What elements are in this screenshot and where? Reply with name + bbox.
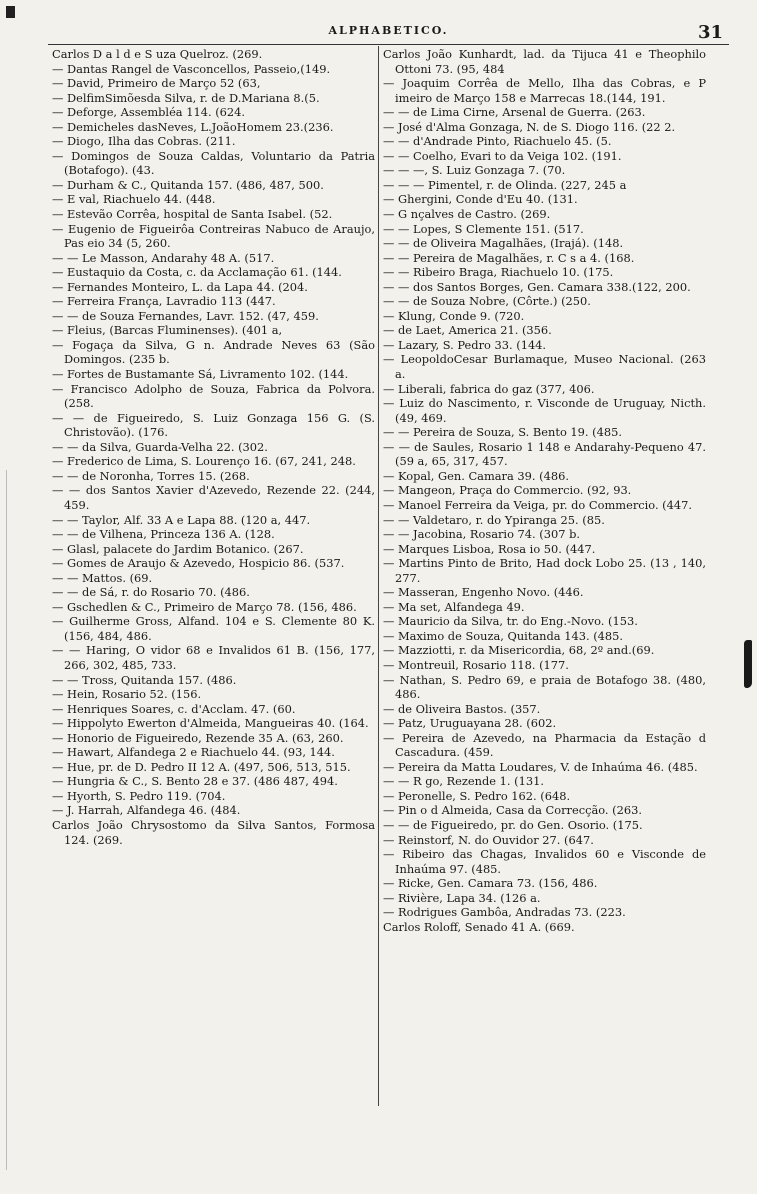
directory-entry: — Gomes de Araujo & Azevedo, Hospicio 86. (537. bbox=[52, 556, 345, 571]
directory-entry: — de Oliveira Bastos. (357. bbox=[383, 701, 541, 716]
header-rule bbox=[48, 44, 729, 45]
directory-entry: — — Tross, Quitanda 157. (486. bbox=[52, 672, 237, 687]
directory-entry: — — de Souza Fernandes, Lavr. 152. (47, 459. bbox=[52, 308, 319, 323]
directory-entry: — Ma set, Alfandega 49. bbox=[383, 599, 525, 614]
directory-entry: — Nathan, S. Pedro 69, e praia de Botafogo 38. (480, 486. bbox=[383, 672, 706, 702]
directory-entry: — Hungria & C., S. Bento 28 e 37. (486 487, 494. bbox=[52, 774, 338, 789]
directory-entry: — Reinstorf, N. do Ouvidor 27. (647. bbox=[383, 832, 594, 847]
directory-entry: — Peronelle, S. Pedro 162. (648. bbox=[383, 788, 571, 803]
directory-entry: — — de Saules, Rosario 1 148 e Andarahy-Pequeno 47. (59 a, 65, 317, 457. bbox=[383, 439, 706, 469]
directory-entry: — — Valdetaro, r. do Ypiranga 25. (85. bbox=[383, 512, 605, 527]
directory-entry: — — dos Santos Borges, Gen. Camara 338.(122, 200. bbox=[383, 279, 691, 294]
directory-entry: — Fleius, (Barcas Fluminenses). (401 a, bbox=[52, 323, 283, 338]
directory-entry: — Pereira da Matta Loudares, V. de Inhaúma 46. (485. bbox=[383, 759, 698, 774]
directory-entry: — Deforge, Assembléa 114. (624. bbox=[52, 105, 246, 120]
directory-entry: — José d'Alma Gonzaga, N. de S. Diogo 116. (22 2. bbox=[383, 119, 676, 134]
directory-entry: — Fogaça da Silva, G n. Andrade Neves 63 (São Domingos. (235 b. bbox=[52, 337, 375, 367]
directory-entry: — David, Primeiro de Março 52 (63, bbox=[52, 76, 261, 91]
directory-entry: — Ricke, Gen. Camara 73. (156, 486. bbox=[383, 876, 598, 891]
directory-entry: — Kopal, Gen. Camara 39. (486. bbox=[383, 468, 569, 483]
directory-entry: — — da Silva, Guarda-Velha 22. (302. bbox=[52, 439, 268, 454]
directory-entry: — — Pereira de Magalhães, r. C s a 4. (168. bbox=[383, 250, 635, 265]
directory-entry: — Ribeiro das Chagas, Invalidos 60 e Visconde de Inhaúma 97. (485. bbox=[383, 847, 706, 876]
directory-entry: — Mangeon, Praça do Commercio. (92, 93. bbox=[383, 483, 632, 498]
directory-entry: — Pereira de Azevedo, na Pharmacia da Estação d Cascadura. (459. bbox=[383, 730, 706, 760]
directory-entry: — Hein, Rosario 52. (156. bbox=[52, 687, 202, 702]
directory-entry: — — de Oliveira Magalhães, (Irajá). (148. bbox=[383, 236, 624, 251]
directory-entry: — Pin o d Almeida, Casa da Correcção. (263. bbox=[383, 803, 642, 818]
binding-edge-line bbox=[6, 470, 7, 1170]
directory-entry: — Hyorth, S. Pedro 119. (704. bbox=[52, 788, 226, 803]
directory-entry: — Eugenio de Figueirôa Contreiras Nabuco de Araujo, Pas eio 34 (5, 260. bbox=[52, 221, 375, 251]
directory-entry: — Demicheles dasNeves, L.JoãoHomem 23.(236. bbox=[52, 119, 334, 134]
directory-entry: — — de Souza Nobre, (Côrte.) (250. bbox=[383, 294, 591, 309]
directory-entry: — — —, S. Luiz Gonzaga 7. (70. bbox=[383, 163, 566, 178]
directory-entry: — J. Harrah, Alfandega 46. (484. bbox=[52, 803, 241, 818]
directory-entry: — — Mattos. (69. bbox=[52, 570, 153, 585]
directory-entry: Carlos Roloff, Senado 41 A. (669. bbox=[383, 919, 575, 934]
directory-entry: — Estevão Corrêa, hospital de Santa Isabel. (52. bbox=[52, 207, 333, 222]
directory-entry: — de Laet, America 21. (356. bbox=[383, 323, 552, 338]
directory-entry: — — Lopes, S Clemente 151. (517. bbox=[383, 221, 584, 236]
directory-entry: — Hawart, Alfandega 2 e Riachuelo 44. (93, 144. bbox=[52, 745, 335, 760]
directory-entry: — Rodrigues Gambôa, Andradas 73. (223. bbox=[383, 905, 626, 920]
directory-entry: — Ferreira França, Lavradio 113 (447. bbox=[52, 294, 276, 309]
directory-entry: — Hippolyto Ewerton d'Almeida, Mangueiras 40. (164. bbox=[52, 716, 369, 731]
directory-entry: — Eustaquio da Costa, c. da Acclamação 61. (144. bbox=[52, 265, 342, 280]
directory-entry: — LeopoldoCesar Burlamaque, Museo Nacional. (263 a. bbox=[383, 352, 706, 382]
directory-entry: — — de Figueiredo, S. Luiz Gonzaga 156 G. (S. Christovão). (176. bbox=[52, 410, 375, 440]
directory-entry: — Masseran, Engenho Novo. (446. bbox=[383, 585, 584, 600]
directory-entry: — — de Noronha, Torres 15. (268. bbox=[52, 468, 250, 483]
directory-entry: — Lazary, S. Pedro 33. (144. bbox=[383, 337, 547, 352]
directory-entry: — — R go, Rezende 1. (131. bbox=[383, 774, 544, 789]
directory-entry: Carlos João Chrysostomo da Silva Santos, Formosa 124. (269. bbox=[52, 817, 375, 847]
directory-entry: — — Ribeiro Braga, Riachuelo 10. (175. bbox=[383, 265, 614, 280]
directory-entry: — G nçalves de Castro. (269. bbox=[383, 207, 551, 222]
directory-entry: — Liberali, fabrica do gaz (377, 406. bbox=[383, 381, 595, 396]
directory-entry: — Diogo, Ilha das Cobras. (211. bbox=[52, 134, 236, 149]
directory-entry: — E val, Riachuelo 44. (448. bbox=[52, 192, 216, 207]
directory-entry: — — Haring, O vidor 68 e Invalidos 61 B. (156, 177, 266, 302, 485, 733. bbox=[52, 643, 375, 672]
directory-entry: — — dos Santos Xavier d'Azevedo, Rezende 22. (244, 459. bbox=[52, 483, 375, 512]
directory-entry: — Rivière, Lapa 34. (126 a. bbox=[383, 890, 541, 905]
page-header bbox=[48, 22, 729, 44]
directory-entry: — Dantas Rangel de Vasconcellos, Passeio,(149. bbox=[52, 61, 331, 76]
directory-entry: — — de Sá, r. do Rosario 70. (486. bbox=[52, 585, 250, 600]
directory-entry: — — de Figueiredo, pr. do Gen. Osorio. (175. bbox=[383, 817, 643, 832]
directory-entry: — Henriques Soares, c. d'Acclam. 47. (60. bbox=[52, 701, 296, 716]
directory-entry: — — de Lima Cirne, Arsenal de Guerra. (263. bbox=[383, 105, 646, 120]
directory-entry: — Gschedlen & C., Primeiro de Março 78. (156, 486. bbox=[52, 599, 357, 614]
directory-entry: — DelfimSimõesda Silva, r. de D.Mariana 8.(5. bbox=[52, 90, 320, 105]
directory-entry: — Guilherme Gross, Alfand. 104 e S. Clemente 80 K. (156, 484, 486. bbox=[52, 614, 375, 643]
directory-entry: — Patz, Uruguayana 28. (602. bbox=[383, 716, 557, 731]
directory-entry: — — Jacobina, Rosario 74. (307 b. bbox=[383, 527, 581, 542]
directory-entry: — — Pereira de Souza, S. Bento 19. (485. bbox=[383, 425, 622, 440]
column-divider bbox=[378, 46, 379, 1106]
directory-entry: — — Le Masson, Andarahy 48 A. (517. bbox=[52, 250, 275, 265]
directory-entry: — Fortes de Bustamante Sá, Livramento 102. (144. bbox=[52, 367, 349, 382]
running-title: ALPHABETICO. bbox=[328, 24, 449, 37]
directory-entry: — Klung, Conde 9. (720. bbox=[383, 308, 525, 323]
scan-speck bbox=[6, 6, 15, 18]
directory-entry: — Frederico de Lima, S. Lourenço 16. (67, 241, 248. bbox=[52, 454, 356, 469]
directory-entry: — — d'Andrade Pinto, Riachuelo 45. (5. bbox=[383, 134, 612, 149]
directory-entry: — Ghergini, Conde d'Eu 40. (131. bbox=[383, 192, 578, 207]
directory-entry: — Manoel Ferreira da Veiga, pr. do Commercio. (447. bbox=[383, 497, 692, 512]
directory-entry: — Domingos de Souza Caldas, Voluntario da Patria (Botafogo). (43. bbox=[52, 148, 375, 178]
directory-entry: Carlos D a l d e S uza Quelroz. (269. bbox=[52, 47, 263, 61]
directory-entry: — Martins Pinto de Brito, Had dock Lobo 25. (13 , 140, 277. bbox=[383, 556, 706, 585]
page-number: 31 bbox=[697, 22, 723, 43]
directory-entry: — Mauricio da Silva, tr. do Eng.-Novo. (153. bbox=[383, 614, 638, 629]
directory-entry: — — Coelho, Evari to da Veiga 102. (191. bbox=[383, 148, 622, 163]
directory-entry: — Francisco Adolpho de Souza, Fabrica da Polvora. (258. bbox=[52, 381, 375, 411]
right-column bbox=[383, 47, 706, 934]
left-column bbox=[52, 47, 375, 847]
directory-entry: — Fernandes Monteiro, L. da Lapa 44. (204. bbox=[52, 279, 308, 294]
directory-entry: — Mazziotti, r. da Misericordia, 68, 2º and.(69. bbox=[383, 643, 655, 658]
directory-entry: — Luiz do Nascimento, r. Visconde de Uruguay, Nicth. (49, 469. bbox=[383, 396, 706, 425]
directory-entry: — Glasl, palacete do Jardim Botanico. (267. bbox=[52, 541, 304, 556]
directory-entry: — — — Pimentel, r. de Olinda. (227, 245 a bbox=[383, 177, 627, 192]
directory-entry: — Joaquim Corrêa de Mello, Ilha das Cobras, e P imeiro de Março 158 e Marrecas 18.(144, 191. bbox=[383, 76, 706, 105]
directory-entry: — Hue, pr. de D. Pedro II 12 A. (497, 506, 513, 515. bbox=[52, 759, 351, 774]
directory-entry: — Maximo de Souza, Quitanda 143. (485. bbox=[383, 628, 624, 643]
directory-entry: — Marques Lisboa, Rosa io 50. (447. bbox=[383, 541, 596, 556]
directory-entry: Carlos João Kunhardt, lad. da Tijuca 41 e Theophilo Ottoni 73. (95, 484 bbox=[383, 47, 706, 76]
directory-entry: — Honorio de Figueiredo, Rezende 35 A. (63, 260. bbox=[52, 730, 344, 745]
ink-blot bbox=[744, 640, 752, 688]
directory-entry: — — de Vilhena, Princeza 136 A. (128. bbox=[52, 527, 275, 542]
directory-entry: — Durham & C., Quitanda 157. (486, 487, 500. bbox=[52, 177, 324, 192]
directory-entry: — Montreuil, Rosario 118. (177. bbox=[383, 657, 569, 672]
directory-entry: — — Taylor, Alf. 33 A e Lapa 88. (120 a, 447. bbox=[52, 512, 311, 527]
